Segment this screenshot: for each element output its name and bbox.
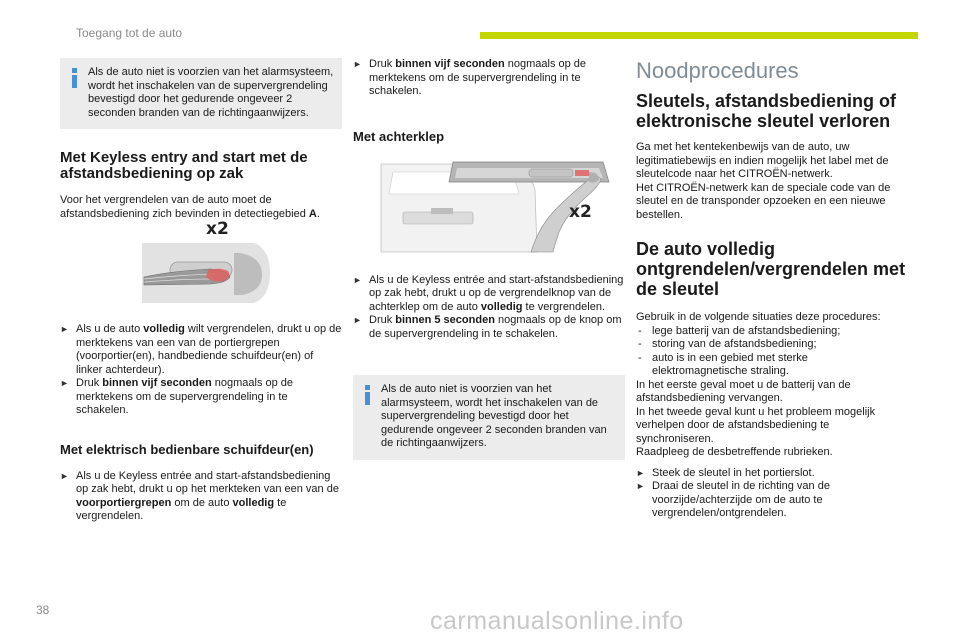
bullet-item: ► Als u de auto volledig wilt vergrendelen, drukt u op de merktekens van een van de portiergrepen (voorportier(en), handbediende schuifdeur(en) of linker achterdeur). [60, 323, 342, 376]
bullet-item: ► Druk binnen 5 seconden nogmaals op de knop om de supervergrendeling in te schakelen. [353, 314, 622, 340]
bullet-item: ► Als u de Keyless entrée and start-afstandsbediening op zak hebt, drukt u op de vergrendelknop van de achterklep om de auto volledig te vergrendelen. [353, 273, 624, 313]
press-twice-label: x2 [206, 219, 229, 239]
dash-list-item: - auto is in een gebied met sterke elektromagnetische straling. [638, 351, 808, 377]
sliding-door-heading: Met elektrisch bedienbare schuifdeur(en) [60, 441, 314, 457]
arrow-bullet-icon: ► [636, 481, 645, 491]
lost-keys-heading: Sleutels, afstandsbediening of elektronische sleutel verloren [636, 91, 897, 131]
keyless-intro: Voor het vergrendelen van de auto moet de afstandsbediening zich bevinden in detectiegebied A. [60, 194, 320, 220]
info-icon [69, 68, 81, 88]
bullet-item: ► Als u de Keyless entrée and start-afstandsbediening op zak hebt, drukt u op het merkteken van een van de voorportiergrepen om de auto volledig te vergrendelen. [60, 469, 339, 522]
press-twice-label: x2 [569, 201, 592, 222]
arrow-bullet-icon: ► [353, 315, 362, 325]
lost-keys-text: Ga met het kentekenbewijs van de auto, uw legitimatiebewijs en indien mogelijk het label met de sleutelcode naar het CITROËN-netwerk. [636, 141, 889, 180]
keyless-heading: Met Keyless entry and start met de afstandsbediening op zak [60, 149, 308, 182]
info-box [60, 58, 342, 129]
info-text: Als de auto niet is voorzien van het alarmsysteem, wordt het inschakelen van de supervergrendeling bevestigd door het gedurende ongeveer 2 seconden branden van de richtingaanwijzers. [381, 383, 607, 449]
section-title: Noodprocedures [636, 58, 799, 83]
tailgate-heading: Met achterklep [353, 128, 445, 144]
door-handle-figure [60, 219, 342, 307]
watermark: carmanualsonline.info [430, 607, 684, 635]
arrow-bullet-icon: ► [636, 467, 645, 478]
arrow-bullet-icon: ► [353, 59, 362, 69]
column-right [636, 58, 906, 521]
section-header-title: Toegang tot de auto [76, 26, 183, 40]
column-middle [353, 58, 625, 460]
unlock-with-key-heading: De auto volledig ontgrendelen/vergrendelen met de sleutel [636, 239, 906, 299]
dash-list-item: - storing van de afstandsbediening; [638, 338, 817, 350]
lost-keys-text: Het CITROËN-netwerk kan de speciale code van de sleutel en de transponder opzoeken en een nieuwe bestellen. [636, 181, 891, 221]
bullet-item: ► Druk binnen vijf seconden nogmaals op de merktekens om de supervergrendeling in te schakelen. [60, 377, 294, 416]
arrow-bullet-icon: ► [60, 470, 69, 481]
procedure-intro: Gebruik in de volgende situaties deze procedures: [636, 311, 881, 323]
arrow-bullet-icon: ► [353, 274, 362, 285]
dash-list-item: - lege batterij van de afstandsbediening; [638, 324, 841, 337]
info-text: Als de auto niet is voorzien van het alarmsysteem, wordt het inschakelen van de supervergrendeling bevestigd door het gedurende ongeveer 2 seconden branden van de richtingaanwijzers. [88, 66, 334, 119]
arrow-bullet-icon: ► [60, 324, 69, 334]
procedure-text: Raadpleeg de desbetreffende rubrieken. [636, 446, 833, 458]
page-number: 38 [36, 603, 50, 617]
info-icon [362, 385, 374, 405]
info-box [353, 375, 625, 460]
bullet-item: ► Draai de sleutel in de richting van de voorzijde/achterzijde om de auto te vergrendelen/ontgrendelen. [636, 480, 830, 519]
door-handle-illustration [60, 237, 342, 307]
procedure-text: In het tweede geval kunt u het probleem mogelijk verhelpen door de afstandsbediening te synchroniseren. [636, 405, 876, 445]
procedure-text: In het eerste geval moet u de batterij van de afstandsbediening vervangen. [636, 378, 851, 404]
arrow-bullet-icon: ► [60, 378, 69, 388]
bullet-item: ► Steek de sleutel in het portierslot. [636, 466, 815, 479]
tailgate-figure [353, 160, 625, 256]
bullet-item: ► Druk binnen vijf seconden nogmaals op de merktekens om de supervergrendeling in te schakelen. [353, 58, 587, 97]
column-left [60, 58, 342, 524]
header-accent-bar [480, 32, 918, 39]
